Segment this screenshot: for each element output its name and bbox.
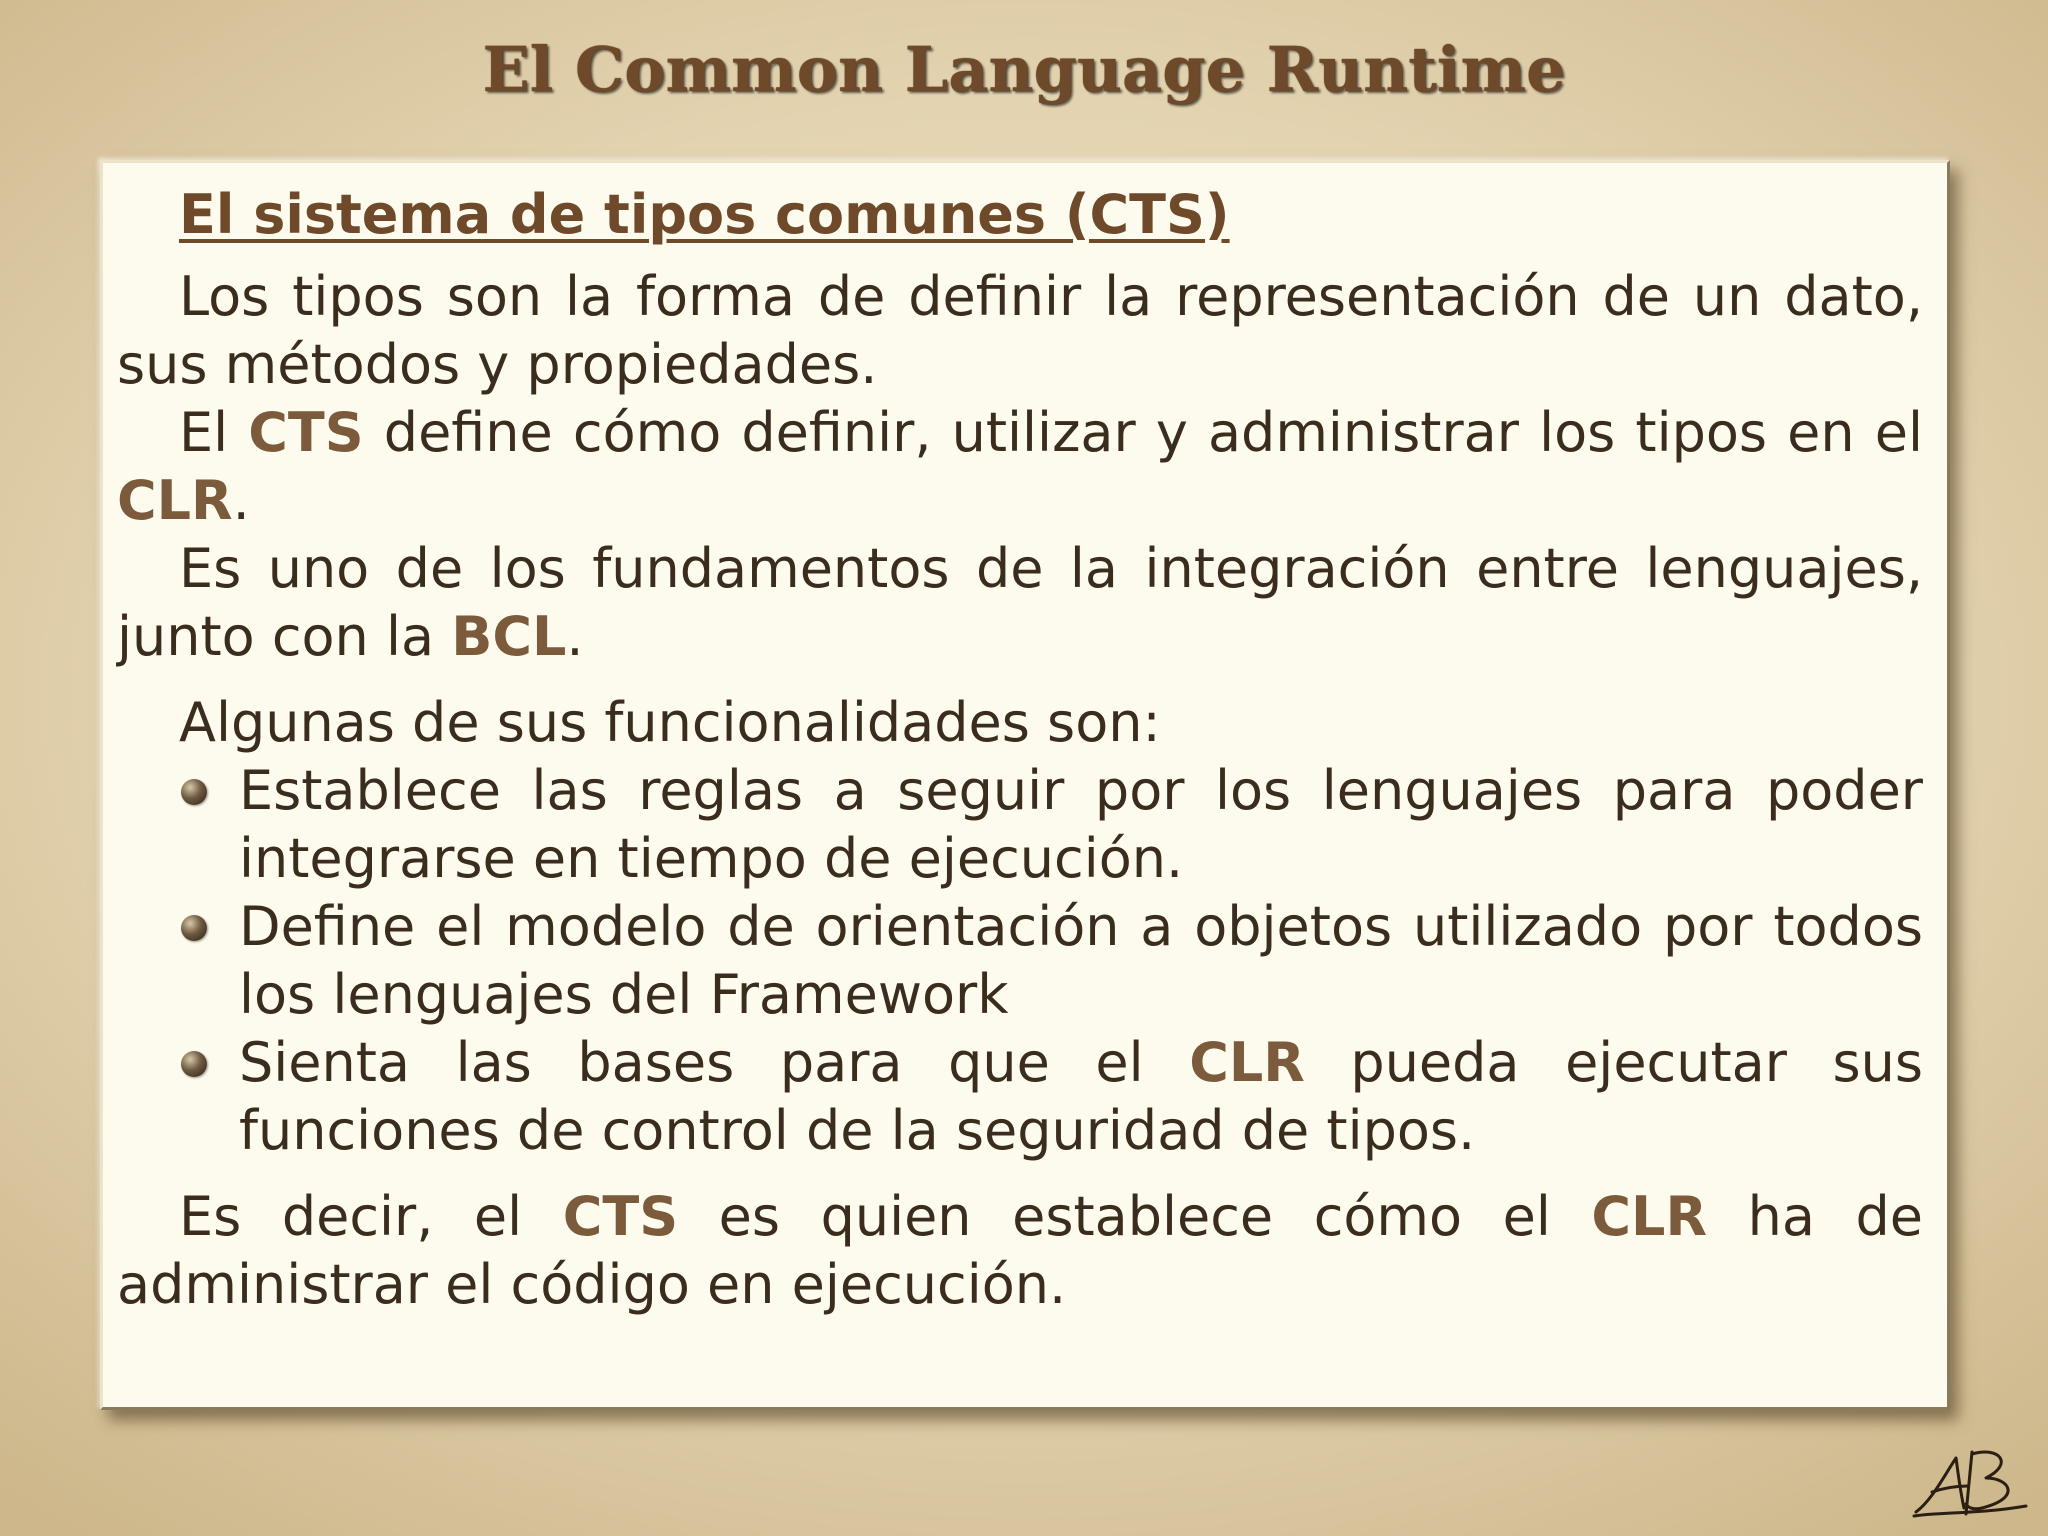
term-cts: CTS [248, 401, 364, 464]
conclusion-text-start: Es decir, el [179, 1185, 563, 1248]
list-item-text: Establece las reglas a seguir por los lenguajes para poder integrarse en tiempo de ejecución. [239, 759, 1923, 890]
list-item-text-end: pueda ejecutar sus funciones de control de la seguridad de tipos. [239, 1031, 1923, 1162]
term-bcl: BCL [451, 605, 567, 668]
list-item [179, 757, 1923, 893]
list-item-text: Define el modelo de orientación a objetos utilizado por todos los lenguajes del Framework [239, 895, 1923, 1026]
content-body [117, 181, 1923, 1319]
conclusion-text-end: ha de administrar el código en ejecución. [117, 1185, 1923, 1316]
term-cts: CTS [562, 1185, 679, 1248]
bullet-icon [181, 779, 207, 805]
content-box [100, 160, 1950, 1410]
functionality-list [117, 757, 1923, 1165]
paragraph-integration-text-start: Es uno de los fundamentos de la integración entre lenguajes, junto con la [117, 537, 1923, 668]
list-item [179, 893, 1923, 1029]
bullet-icon [181, 1051, 207, 1077]
list-item-text-start: Sienta las bases para que el [239, 1031, 1190, 1094]
paragraph-integration [117, 535, 1923, 671]
paragraph-cts-text-end: . [232, 469, 250, 532]
term-clr: CLR [117, 469, 233, 532]
paragraph-types-text: Los tipos son la forma de definir la representación de un dato, sus métodos y propiedades. [117, 265, 1923, 396]
paragraph-cts-text-start: El [179, 401, 249, 464]
bullet-icon [181, 915, 207, 941]
section-heading: El sistema de tipos comunes (CTS) [179, 183, 1230, 246]
term-clr: CLR [1189, 1031, 1305, 1094]
list-intro [117, 689, 1923, 757]
author-signature-logo [1910, 1442, 2030, 1522]
list-intro-text: Algunas de sus funcionalidades son: [179, 691, 1161, 754]
paragraph-cts-text-middle: define cómo definir, utilizar y administrar los tipos en el [363, 401, 1924, 464]
paragraph-cts [117, 399, 1923, 535]
paragraph-types [117, 263, 1923, 399]
list-item [179, 1029, 1923, 1165]
paragraph-integration-text-end: . [566, 605, 584, 668]
conclusion-paragraph [117, 1183, 1923, 1319]
conclusion-text-middle: es quien establece cómo el [678, 1185, 1592, 1248]
term-clr: CLR [1591, 1185, 1708, 1248]
slide-title: El Common Language Runtime [482, 33, 1566, 106]
